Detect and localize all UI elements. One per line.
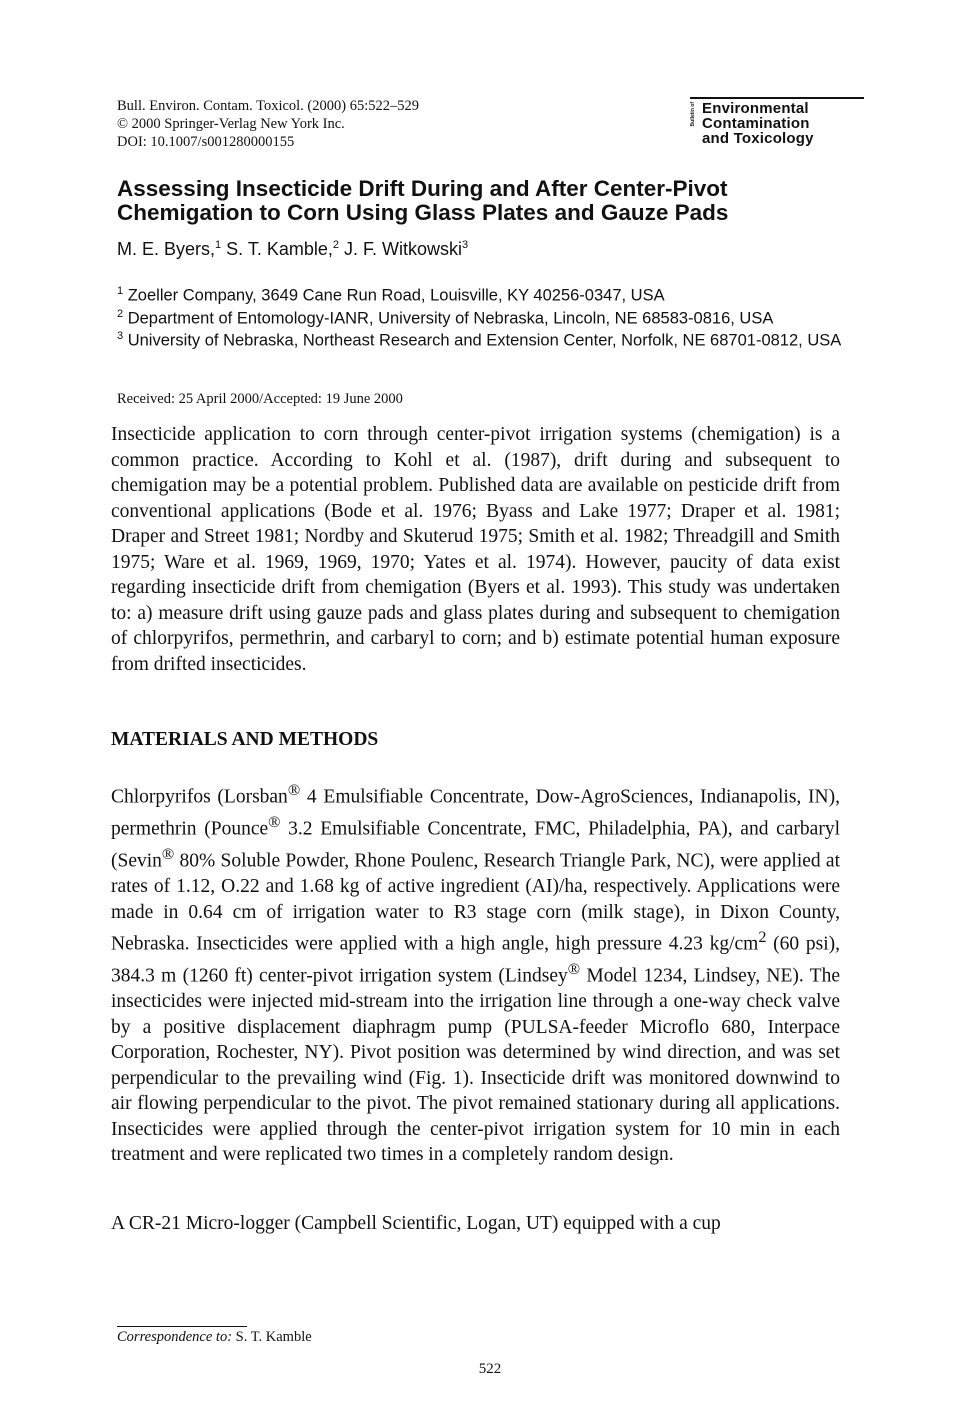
journal-logo	[690, 97, 866, 149]
author-affiliation-mark: 3	[462, 239, 469, 251]
page-number: 522	[478, 1361, 502, 1377]
affiliation-list	[117, 282, 877, 350]
methods-text: 3.2 Emulsifiable Concentrate, FMC, Philadelphia, PA), and carbaryl (Sevin	[111, 818, 840, 872]
registered-mark: ®	[287, 781, 301, 799]
registered-mark: ®	[268, 813, 281, 831]
affiliation-item	[117, 305, 877, 328]
affiliation-text: Department of Entomology-IANR, University of Nebraska, Lincoln, NE 68583-0816, USA	[127, 309, 774, 327]
methods-text: 4 Emulsifiable Concentrate, Dow-AgroSciences, Indianapolis, IN), permethrin (Pounce	[111, 786, 840, 840]
author-list	[117, 239, 468, 260]
affiliation-text: Zoeller Company, 3649 Cane Run Road, Louisville, KY 40256-0347, USA	[127, 286, 665, 305]
author-name: M. E. Byers,	[117, 239, 216, 259]
title-line-1: Assessing Insecticide Drift During and After Center-Pivot	[117, 176, 728, 201]
continued-paragraph: A CR-21 Micro-logger (Campbell Scientific, Logan, UT) equipped with a cup	[111, 1213, 721, 1234]
logo-line-2: Contamination	[702, 115, 810, 132]
author-name: J. F. Witkowski	[344, 239, 463, 259]
registered-mark: ®	[161, 845, 175, 863]
footnote-rule	[117, 1326, 247, 1327]
methods-text: 80% Soluble Powder, Rhone Poulenc, Research Triangle Park, NC), were applied at rates of 1.12, O.22 and 1.68 kg of active ingredient (AI)/ha, respectively. Applications were made in 0.64 cm of irrigation water to R3 stage corn (milk stage), in Dixon County, Nebraska. Insecticides were applied with a high angle, high pressure 4.23 kg/cm	[111, 850, 840, 955]
squared-mark: 2	[758, 928, 767, 946]
author-affiliation-mark: 1	[215, 239, 222, 251]
logo-line-1: Environmental	[702, 100, 809, 117]
affiliation-mark: 1	[117, 285, 124, 297]
section-heading: MATERIALS AND METHODS	[111, 729, 379, 750]
registered-mark: ®	[567, 960, 581, 978]
title-line-2: Chemigation to Corn Using Glass Plates and Gauze Pads	[117, 200, 729, 225]
affiliation-item	[117, 282, 877, 305]
footnote-name: S. T. Kamble	[232, 1329, 312, 1345]
received-date: Received: 25 April 2000/Accepted: 19 June 2000	[117, 391, 403, 407]
methods-text: (60 psi), 384.3 m (1260 ft) center-pivot irrigation system (Lindsey	[111, 933, 840, 987]
logo-line-3: and Toxicology	[702, 130, 814, 147]
affiliation-mark: 3	[117, 330, 124, 342]
author-name: S. T. Kamble,	[226, 239, 333, 259]
affiliation-text: University of Nebraska, Northeast Research and Extension Center, Norfolk, NE 68701-0812, USA	[127, 331, 842, 350]
logo-rule	[690, 97, 864, 99]
logo-side-text: Bulletin of	[690, 102, 696, 127]
citation-header	[117, 97, 419, 151]
affiliation-mark: 2	[117, 307, 124, 320]
methods-text: Model 1234, Lindsey, NE). The insecticides were injected mid-stream into the irrigation line through a one-way check valve by a positive displacement diaphragm pump (PULSA-feeder Microflo 680, Interpace Corporation, Rochester, NY). Pivot position was determined by wind direction, and was set perpendicular to the prevailing wind (Fig. 1). Insecticide drift was monitored downwind to air flowing perpendicular to the pivot. The pivot remained stationary during all applications. Insecticides were applied through the center-pivot irrigation system for 10 min in each treatment and were replicated two times in a completely random design.	[111, 965, 840, 1165]
footnote-label: Correspondence to:	[117, 1329, 233, 1345]
copyright-line: © 2000 Springer-Verlag New York Inc.	[117, 116, 345, 132]
methods-paragraph	[111, 778, 840, 1168]
doi-line: DOI: 10.1007/s001280000155	[117, 134, 295, 150]
methods-text: Chlorpyrifos (Lorsban	[111, 786, 288, 808]
paper-title	[117, 177, 877, 225]
intro-paragraph: Insecticide application to corn through center-pivot irrigation systems (chemigation) is a common practice. According to Kohl et al. (1987), drift during and subsequent to chemigation may be a potential problem. Published data are available on pesticide drift from conventional applications (Bode et al. 1976; Byass and Lake 1977; Draper et al. 1981; Draper and Street 1981; Nordby and Skuterud 1975; Smith et al. 1982; Threadgill and Smith 1975; Ware et al. 1969, 1969, 1970; Yates et al. 1974). However, paucity of data exist regarding insecticide drift from chemigation (Byers et al. 1993). This study was undertaken to: a) measure drift using gauze pads and glass plates during and subsequent to chemigation of chlorpyrifos, permethrin, and carbaryl to corn; and b) estimate potential human exposure from drifted insecticides.	[111, 424, 840, 675]
citation-line: Bull. Environ. Contam. Toxicol. (2000) 65:522–529	[117, 98, 419, 114]
affiliation-item	[117, 327, 877, 350]
correspondence-footnote	[117, 1329, 312, 1346]
author-affiliation-mark: 2	[332, 239, 339, 251]
